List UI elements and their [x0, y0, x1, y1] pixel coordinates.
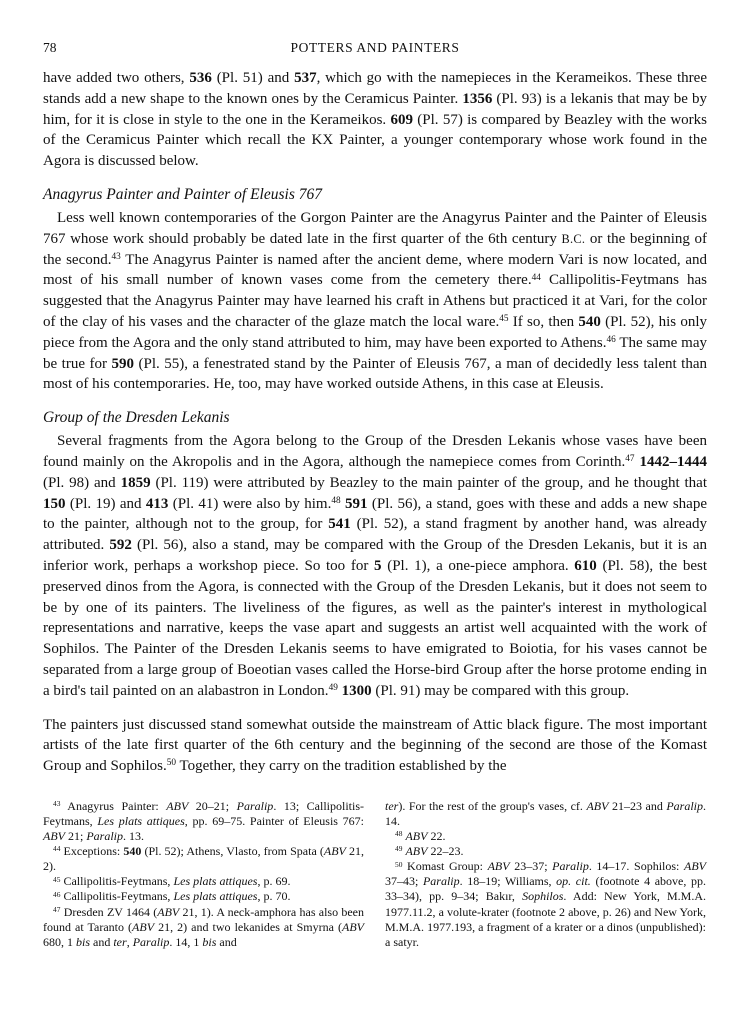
section-heading-dresden: Group of the Dresden Lekanis — [43, 409, 230, 427]
footnote-46: $^{46}$ Callipolitis-Feytmans, Les plats attiques, p. 70. — [53, 889, 291, 904]
footnotes-left-column — [43, 799, 364, 950]
paragraph-closing: The painters just discussed stand somewhat outside the mainstream of Attic black figure. The most important artists of the late first quarter of the 6th century and the beginning of the second are those of the Komast Group and Sophilos.$^{50}$ Together, they carry on the tradition established by the — [43, 716, 707, 775]
footnote-43: $^{43}$ Anagyrus Painter: ABV 20–21; Paralip. 13; Callipolitis-Feytmans, Les plats attiques, pp. 69–75. Painter of Eleusis 767: ABV 21; Paralip. 13. — [43, 798, 364, 844]
paragraph-anagyrus: Less well known contemporaries of the Gorgon Painter are the Anagyrus Painter and the Painter of Eleusis 767 whose work should probably be dated late in the first quarter of the 6th century B.C. or the beginning of the second.$^{43}$ The Anagyrus Painter is named after the ancient deme, where modern Vari is now located, and most of his small number of known vases come from the cemetery there.$^{44}$ Callipolitis-Feytmans has suggested that the Anagyrus Painter may have learned his craft in Athens but practiced it at Vari, for the color of the clay of his vases and the character of the glaze match the local ware.$^{45}$ If so, then 540 (Pl. 52), his only piece from the Agora and the only stand attributed to him, may have been exported to Athens.$^{46}$ The same may be true for 590 (Pl. 55), a fenestrated stand by the Painter of Eleusis 767, a man of decidedly less talent than most of his contemporaries. He, too, may have worked outside Athens, in this case at Eleusis. — [43, 209, 707, 393]
footnote-50: $^{50}$ Komast Group: ABV 23–37; Paralip. 14–17. Sophilos: ABV 37–43; Paralip. 18–19; Williams, op. cit. (footnote 4 above, pp. 33–34), pp. 9–34; Bakır, Sophilos. Add: New York, M.M.A. 1977.11.2, a volute-krater (footnote 2 above, p. 26) and New York, M.M.A. 1977.193, a fragment of a krater or a dinos (unpublished): a satyr. — [385, 859, 706, 949]
footnotes-section — [43, 799, 707, 950]
section-heading-anagyrus: Anagyrus Painter and Painter of Eleusis 767 — [43, 185, 322, 203]
footnote-45: $^{45}$ Callipolitis-Feytmans, Les plats attiques, p. 69. — [53, 874, 291, 889]
footnote-47: $^{47}$ Dresden ZV 1464 (ABV 21, 1). A neck-amphora has also been found at Taranto (ABV 21, 2) and two lekanides at Smyrna (ABV 680, 1 bis and ter, Paralip. 14, 1 bis and — [43, 904, 365, 949]
page-head — [43, 38, 707, 60]
footnote-49: $^{49}$ ABV 22–23. — [395, 844, 464, 859]
footnote-48: $^{48}$ ABV 22. — [395, 829, 446, 844]
footnote-47-continued: ter). For the rest of the group's vases, cf. ABV 21–23 and Paralip. 14. — [385, 798, 707, 828]
footnote-44: $^{44}$ Exceptions: 540 (Pl. 52); Athens, Vlasto, from Spata (ABV 21, 2). — [43, 844, 365, 874]
paragraph-continuation: have added two others, 536 (Pl. 51) and 537, which go with the namepieces in the Kerameikos. These three stands add a new shape to the known ones by the Ceramicus Painter. 1356 (Pl. 93) is a lekanis that may be by him, for it is close in style to the one in the Kerameikos. 609 (Pl. 57) is compared by Beazley with the works of the Ceramicus Painter which recall the KX Painter, a younger contemporary whose work found in the Agora is discussed below. — [43, 70, 707, 170]
paragraph-dresden: Several fragments from the Agora belong to the Group of the Dresden Lekanis whose vases have been found mainly on the Akropolis and in the Agora, although the namepiece comes from Corinth.$^{47}$ 1442–1444 (Pl. 98) and 1859 (Pl. 119) were attributed by Beazley to the main painter of the group, and he thought that 150 (Pl. 19) and 413 (Pl. 41) were also by him.$^{48}$ 591 (Pl. 56), a stand, goes with these and adds a new shape to the painter, although not to the group, for 541 (Pl. 52), a stand fragment by another hand, was already attributed. 592 (Pl. 56), also a stand, may be compared with the Group of the Dresden Lekanis, but it is an inferior work, perhaps a workshop piece. So too for 5 (Pl. 1), a one-piece amphora. 610 (Pl. 58), the best preserved dinos from the Agora, is connected with the Group of the Dresden Lekanis, but it does not seem to be by one of its painters. The liveliness of the figures, as well as the painter's interest in mythological representations and narrative, keeps the vase apart and suggests an artist well acquainted with the work of Sophilos. The Painter of the Dresden Lekanis seems to have emigrated to Boiotia, for his vases cannot be separated from a large group of Boeotian vases called the Horse-bird Group after the horse protome ending in a bird's tail painted on an alabastron in London.$^{49}$ 1300 (Pl. 91) may be compared with this group. — [43, 433, 708, 699]
footnotes-right-column — [385, 799, 706, 950]
running-header: POTTERS AND PAINTERS — [290, 40, 460, 55]
page-number: 78 — [43, 40, 57, 55]
